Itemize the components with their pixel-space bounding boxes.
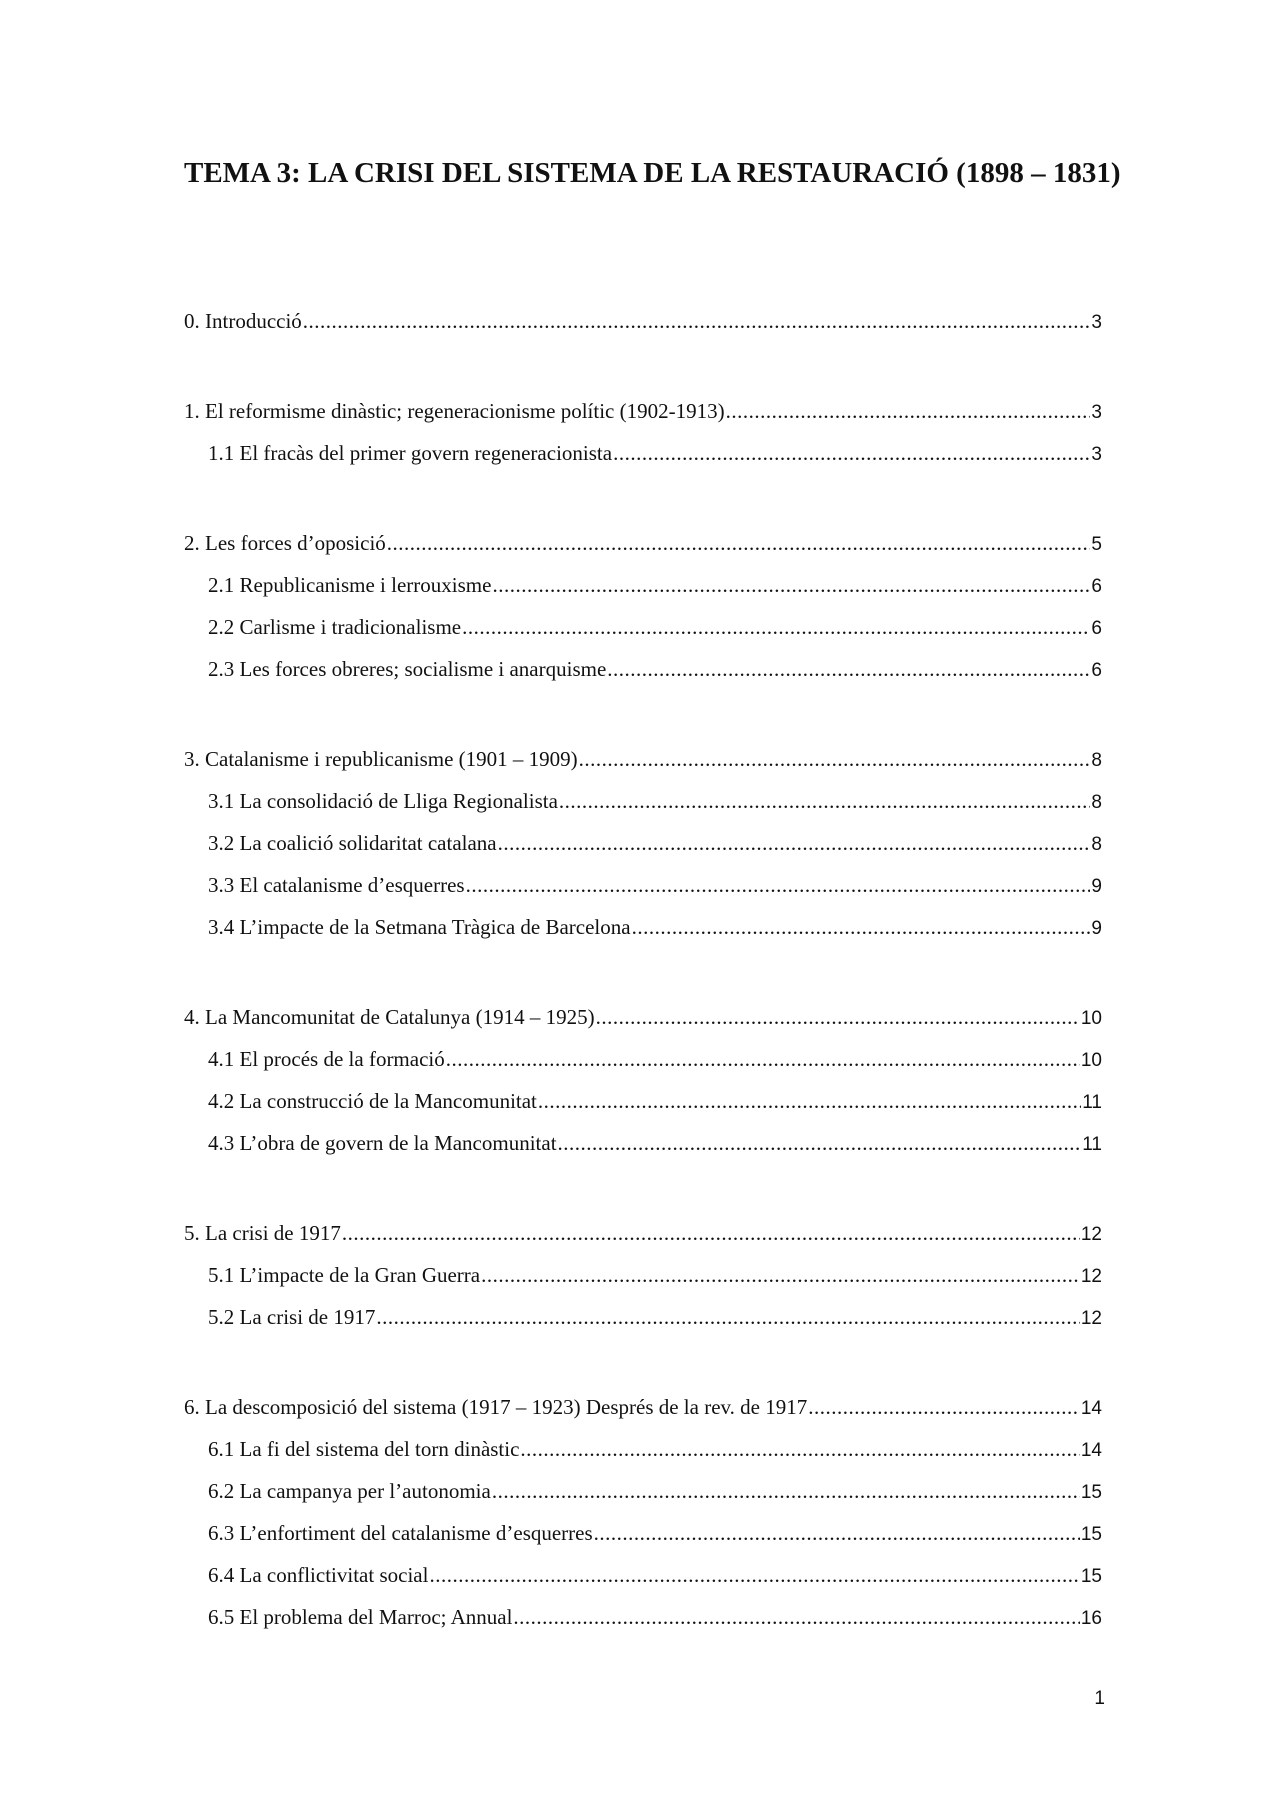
toc-subentry[interactable] [184,1512,1102,1554]
toc-subentry[interactable] [184,606,1102,648]
toc-entry-page: 15 [1080,1482,1102,1503]
toc-subentry[interactable] [184,432,1102,474]
toc-entry-page: 3 [1091,402,1102,423]
toc-dot-leader [446,1038,1080,1080]
toc-section [184,996,1102,1164]
toc-entry[interactable] [184,1386,1102,1428]
toc-subentry[interactable] [184,1554,1102,1596]
toc-entry-title: 4.2 La construcció de la Mancomunitat [208,1089,537,1113]
toc-entry[interactable] [184,996,1102,1038]
toc-entry-page: 10 [1080,1008,1102,1029]
toc-dot-leader [559,780,1091,822]
toc-dot-leader [303,300,1091,342]
toc-dot-leader [596,996,1080,1038]
toc-entry-page: 3 [1091,312,1102,333]
toc-subentry[interactable] [184,1470,1102,1512]
toc-section [184,1212,1102,1338]
toc-entry-page: 12 [1080,1308,1102,1329]
toc-subentry[interactable] [184,864,1102,906]
toc-dot-leader [513,1596,1079,1638]
toc-entry-page: 14 [1080,1398,1102,1419]
toc-subentry[interactable] [184,1254,1102,1296]
toc-dot-leader [466,864,1091,906]
toc-dot-leader [613,432,1090,474]
toc-section [184,300,1102,342]
toc-subentry[interactable] [184,1596,1102,1638]
toc-entry-title: 6.2 La campanya per l’autonomia [208,1479,491,1503]
toc-entry[interactable] [184,1212,1102,1254]
table-of-contents [184,300,1102,1686]
toc-dot-leader [520,1428,1079,1470]
toc-entry-title: 3.1 La consolidació de Lliga Regionalista [208,789,558,813]
toc-subentry[interactable] [184,780,1102,822]
toc-subentry[interactable] [184,564,1102,606]
toc-entry-page: 11 [1082,1134,1102,1155]
toc-dot-leader [726,390,1091,432]
toc-dot-leader [429,1554,1079,1596]
toc-entry-page: 14 [1080,1440,1102,1461]
toc-entry-page: 12 [1080,1266,1102,1287]
toc-entry-title: 3.4 L’impacte de la Setmana Tràgica de Barcelona [208,915,631,939]
toc-section [184,390,1102,474]
toc-entry-page: 9 [1091,918,1102,939]
toc-entry[interactable] [184,738,1102,780]
toc-entry-title: 2. Les forces d’oposició [184,531,386,555]
toc-section [184,522,1102,690]
toc-dot-leader [594,1512,1080,1554]
document-title: TEMA 3: LA CRISI DEL SISTEMA DE LA RESTAURACIÓ (1898 – 1831) [184,157,1121,189]
toc-subentry[interactable] [184,1038,1102,1080]
toc-dot-leader [558,1122,1082,1164]
toc-entry-title: 6.5 El problema del Marroc; Annual [208,1605,513,1629]
toc-entry-title: 5. La crisi de 1917 [184,1221,341,1245]
toc-entry-title: 4. La Mancomunitat de Catalunya (1914 – 1925) [184,1005,595,1029]
toc-entry-page: 8 [1091,792,1102,813]
toc-entry-title: 4.1 El procés de la formació [208,1047,445,1071]
toc-entry-title: 2.3 Les forces obreres; socialisme i anarquisme [208,657,607,681]
toc-dot-leader [632,906,1091,948]
toc-entry-page: 5 [1091,534,1102,555]
toc-dot-leader [492,1470,1080,1512]
toc-dot-leader [607,648,1090,690]
toc-entry-page: 15 [1080,1566,1102,1587]
toc-subentry[interactable] [184,1080,1102,1122]
toc-entry-page: 16 [1080,1608,1102,1629]
toc-dot-leader [579,738,1091,780]
toc-entry-page: 6 [1091,660,1102,681]
toc-entry-title: 0. Introducció [184,309,302,333]
toc-entry[interactable] [184,390,1102,432]
toc-entry-title: 3. Catalanisme i republicanisme (1901 – 1909) [184,747,578,771]
toc-entry-title: 6.1 La fi del sistema del torn dinàstic [208,1437,520,1461]
toc-subentry[interactable] [184,906,1102,948]
toc-entry-page: 3 [1091,444,1102,465]
toc-section [184,738,1102,948]
toc-dot-leader [481,1254,1080,1296]
toc-entry-page: 9 [1091,876,1102,897]
toc-entry-title: 4.3 L’obra de govern de la Mancomunitat [208,1131,557,1155]
toc-entry-title: 6.4 La conflictivitat social [208,1563,429,1587]
toc-dot-leader [387,522,1091,564]
toc-entry-page: 11 [1082,1092,1102,1113]
toc-entry-page: 15 [1080,1524,1102,1545]
toc-subentry[interactable] [184,1296,1102,1338]
toc-dot-leader [538,1080,1081,1122]
toc-subentry[interactable] [184,1428,1102,1470]
toc-section [184,1386,1102,1638]
toc-dot-leader [492,564,1090,606]
toc-dot-leader [808,1386,1080,1428]
toc-subentry[interactable] [184,822,1102,864]
toc-entry-title: 1.1 El fracàs del primer govern regeneracionista [208,441,613,465]
toc-subentry[interactable] [184,1122,1102,1164]
toc-entry-page: 10 [1080,1050,1102,1071]
toc-subentry[interactable] [184,648,1102,690]
toc-entry-page: 8 [1091,750,1102,771]
toc-entry-title: 1. El reformisme dinàstic; regeneracionisme polític (1902-1913) [184,399,725,423]
toc-entry-title: 3.3 El catalanisme d’esquerres [208,873,465,897]
toc-entry[interactable] [184,300,1102,342]
toc-entry-page: 12 [1080,1224,1102,1245]
toc-dot-leader [342,1212,1080,1254]
toc-dot-leader [376,1296,1079,1338]
toc-entry[interactable] [184,522,1102,564]
toc-entry-page: 6 [1091,576,1102,597]
toc-entry-title: 5.2 La crisi de 1917 [208,1305,376,1329]
toc-entry-title: 5.1 L’impacte de la Gran Guerra [208,1263,481,1287]
toc-entry-page: 6 [1091,618,1102,639]
toc-dot-leader [498,822,1091,864]
toc-entry-title: 3.2 La coalició solidaritat catalana [208,831,497,855]
page-number: 1 [1094,1688,1105,1709]
toc-entry-title: 6. La descomposició del sistema (1917 – 1923) Després de la rev. de 1917 [184,1395,808,1419]
toc-entry-title: 2.1 Republicanisme i lerrouxisme [208,573,492,597]
toc-dot-leader [462,606,1090,648]
toc-entry-page: 8 [1091,834,1102,855]
toc-entry-title: 6.3 L’enfortiment del catalanisme d’esquerres [208,1521,593,1545]
toc-entry-title: 2.2 Carlisme i tradicionalisme [208,615,462,639]
